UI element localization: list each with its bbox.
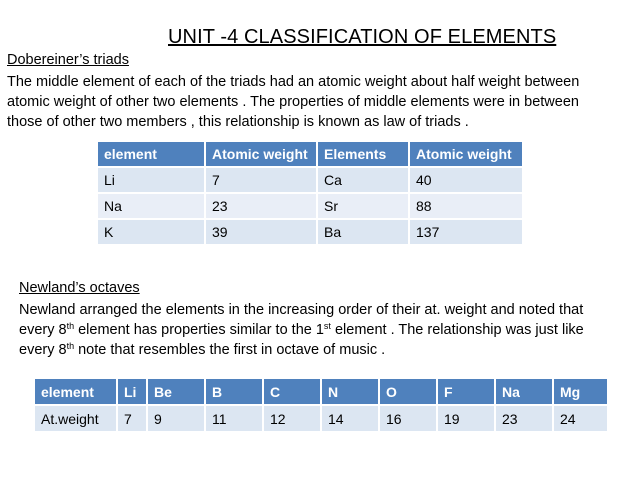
table-header-row xyxy=(34,378,608,405)
table-cell: 137 xyxy=(409,219,523,245)
table-cell: K xyxy=(97,219,205,245)
newland-line: every 8th element has properties similar to the 1st element . The relationship was just like xyxy=(19,321,584,338)
table-cell: Sr xyxy=(317,193,409,219)
table-cell: 14 xyxy=(321,405,379,432)
table-cell: 23 xyxy=(495,405,553,432)
table-cell: 7 xyxy=(205,167,317,193)
column-header: C xyxy=(263,378,321,405)
dobereiner-line: those of other two members , this relationship is known as law of triads . xyxy=(7,114,469,130)
table-cell: 39 xyxy=(205,219,317,245)
table-cell: 24 xyxy=(553,405,608,432)
table-row xyxy=(97,167,523,193)
table-cell: 40 xyxy=(409,167,523,193)
column-header: F xyxy=(437,378,495,405)
column-header: B xyxy=(205,378,263,405)
table-row xyxy=(97,219,523,245)
column-header: Be xyxy=(147,378,205,405)
column-header: Elements xyxy=(317,141,409,167)
table-cell: 19 xyxy=(437,405,495,432)
table-cell: 7 xyxy=(117,405,147,432)
table-cell: 88 xyxy=(409,193,523,219)
table-cell: Ca xyxy=(317,167,409,193)
octaves-table xyxy=(33,377,609,433)
dobereiner-heading: Dobereiner’s triads xyxy=(7,52,129,68)
table-cell: 16 xyxy=(379,405,437,432)
table-header-row xyxy=(97,141,523,167)
table-cell: Li xyxy=(97,167,205,193)
column-header: element xyxy=(34,378,117,405)
column-header: O xyxy=(379,378,437,405)
column-header: Atomic weight xyxy=(409,141,523,167)
dobereiner-line: The middle element of each of the triads had an atomic weight about half weight between xyxy=(7,74,580,90)
table-cell: 9 xyxy=(147,405,205,432)
column-header: Li xyxy=(117,378,147,405)
column-header: N xyxy=(321,378,379,405)
table-cell: 11 xyxy=(205,405,263,432)
page-title: UNIT -4 CLASSIFICATION OF ELEMENTS xyxy=(168,26,557,48)
table-cell: Na xyxy=(97,193,205,219)
newland-paragraph xyxy=(19,300,584,360)
newland-heading: Newland’s octaves xyxy=(19,280,140,296)
dobereiner-line: atomic weight of other two elements . The properties of middle elements were in between xyxy=(7,94,579,110)
dobereiner-paragraph xyxy=(7,72,579,132)
column-header: Mg xyxy=(553,378,608,405)
table-cell: At.weight xyxy=(34,405,117,432)
column-header: Na xyxy=(495,378,553,405)
table-cell: 12 xyxy=(263,405,321,432)
column-header: Atomic weight xyxy=(205,141,317,167)
triads-table xyxy=(96,140,524,246)
column-header: element xyxy=(97,141,205,167)
table-row xyxy=(34,405,608,432)
table-row xyxy=(97,193,523,219)
table-cell: Ba xyxy=(317,219,409,245)
newland-line: Newland arranged the elements in the increasing order of their at. weight and noted that xyxy=(19,302,584,318)
table-cell: 23 xyxy=(205,193,317,219)
newland-line: every 8th note that resembles the first in octave of music . xyxy=(19,341,386,358)
